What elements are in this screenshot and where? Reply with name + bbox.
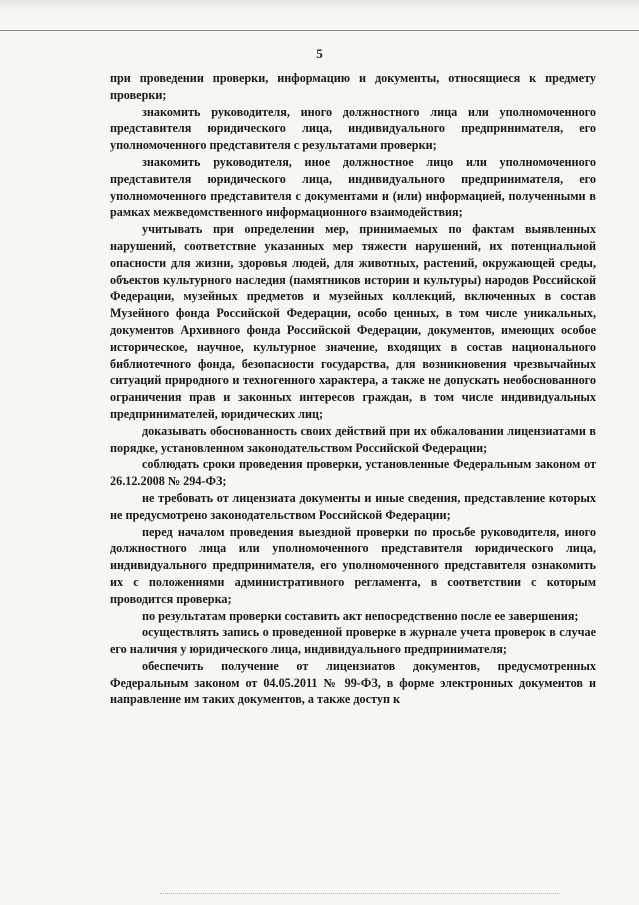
paragraph-familiarize-results: знакомить руководителя, иного должностного лица или уполномоченного представителя юридического лица, индивидуального предпринимателя, его уполномоченного представителя с результатами проверки; xyxy=(110,104,596,153)
paragraph-observe-deadlines: соблюдать сроки проведения проверки, установленные Федеральным законом от 26.12.2008 № 294-ФЗ; xyxy=(110,457,596,489)
paragraph-electronic-documents: обеспечить получение от лицензиатов документов, предусмотренных Федеральным законом от 04.05.2011 № 99-ФЗ, в форме электронных документов и направление им таких документов, а также доступ к xyxy=(110,658,596,707)
top-rule-line xyxy=(0,30,639,31)
paragraph-consider-measures: учитывать при определении мер, принимаемых по фактам выявленных нарушений, соответствие указанных мер тяжести нарушений, их потенциальной опасности для жизни, здоровья людей, для животных, растений, окружающей среды, объектов культурного наследия (памятников истории и культуры) народов Российской Федерации, музейных предметов и музейных коллекций, включенных в состав Музейного фонда Российской Федерации, особо ценных, в том числе уникальных, документов Архивного фонда Российской Федерации, документов, имеющих особое историческое, научное, культурное значение, входящих в состав национального библиотечного фонда, безопасности государства, для возникновения чрезвычайных ситуаций природного и техногенного характера, а также не допускать необоснованного ограничения прав и законных интересов граждан, в том числе индивидуальных предпринимателей, юридических лиц; xyxy=(110,222,596,421)
paragraph-acquaint-regulations: перед началом проведения выездной проверки по просьбе руководителя, иного должностного лица или уполномоченного представителя юридического лица, индивидуального предпринимателя, его уполномоченного представителя ознакомить их с положениями административного регламента, в соответствии с которым проводится проверка; xyxy=(110,524,596,606)
paragraph-prove-validity: доказывать обоснованность своих действий при их обжаловании лицензиатами в порядке, установленном законодательством Российской Федерации; xyxy=(110,423,596,455)
scan-bottom-marks xyxy=(160,893,560,894)
paragraph-draw-up-act: по результатам проверки составить акт непосредственно после ее завершения; xyxy=(142,608,579,623)
paragraph-no-extra-documents: не требовать от лицензиата документы и иные сведения, представление которых не предусмотрено законодательством Российской Федерации; xyxy=(110,490,596,522)
document-body xyxy=(110,70,596,708)
page-number: 5 xyxy=(316,46,323,61)
paragraph-continuation: при проведении проверки, информацию и документы, относящиеся к предмету проверки; xyxy=(110,71,596,102)
scan-edge-shadow xyxy=(0,0,639,12)
paragraph-familiarize-documents: знакомить руководителя, иное должностное лицо или уполномоченного представителя юридического лица, индивидуального предпринимателя, его уполномоченного представителя с документами и (или) информацией, полученными в рамках межведомственного информационного взаимодействия; xyxy=(110,154,596,220)
paragraph-journal-record: осуществлять запись о проведенной проверке в журнале учета проверок в случае его наличия у юридического лица, индивидуального предпринимателя; xyxy=(110,625,596,657)
